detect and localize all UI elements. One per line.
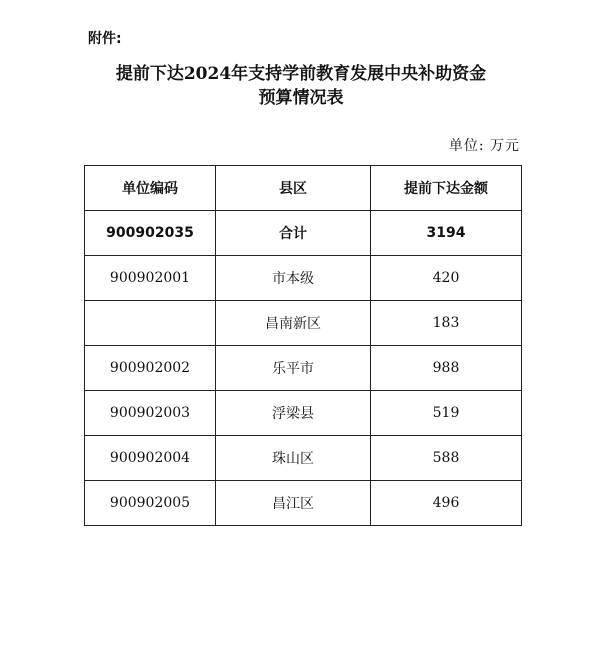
title-line-1: 提前下达2024年支持学前教育发展中央补助资金	[115, 64, 487, 84]
cell-code: 900902002	[85, 346, 216, 391]
table-row	[85, 481, 522, 526]
cell-amount: 3194	[371, 211, 522, 256]
cell-code: 900902005	[85, 481, 216, 526]
cell-county: 合计	[216, 211, 371, 256]
header-amount: 提前下达金额	[371, 166, 522, 211]
table-row	[85, 391, 522, 436]
title-line-2: 预算情况表	[258, 88, 344, 108]
header-code: 单位编码	[85, 166, 216, 211]
cell-county: 乐平市	[216, 346, 371, 391]
cell-code	[85, 301, 216, 346]
table-row	[85, 436, 522, 481]
table-row	[85, 346, 522, 391]
table-row	[85, 256, 522, 301]
attachment-label: 附件:	[88, 31, 122, 47]
cell-amount: 496	[371, 481, 522, 526]
cell-amount: 519	[371, 391, 522, 436]
total-row	[85, 211, 522, 256]
budget-table	[84, 165, 522, 526]
header-row	[85, 166, 522, 211]
unit-label: 单位: 万元	[448, 138, 520, 154]
cell-amount: 420	[371, 256, 522, 301]
cell-amount: 588	[371, 436, 522, 481]
cell-county: 珠山区	[216, 436, 371, 481]
header-county: 县区	[216, 166, 371, 211]
cell-county: 市本级	[216, 256, 371, 301]
cell-amount: 988	[371, 346, 522, 391]
cell-county: 昌南新区	[216, 301, 371, 346]
cell-code: 900902004	[85, 436, 216, 481]
cell-code: 900902003	[85, 391, 216, 436]
cell-code: 900902035	[85, 211, 216, 256]
document-title	[0, 62, 602, 110]
cell-county: 浮梁县	[216, 391, 371, 436]
cell-amount: 183	[371, 301, 522, 346]
cell-county: 昌江区	[216, 481, 371, 526]
cell-code: 900902001	[85, 256, 216, 301]
table-row	[85, 301, 522, 346]
